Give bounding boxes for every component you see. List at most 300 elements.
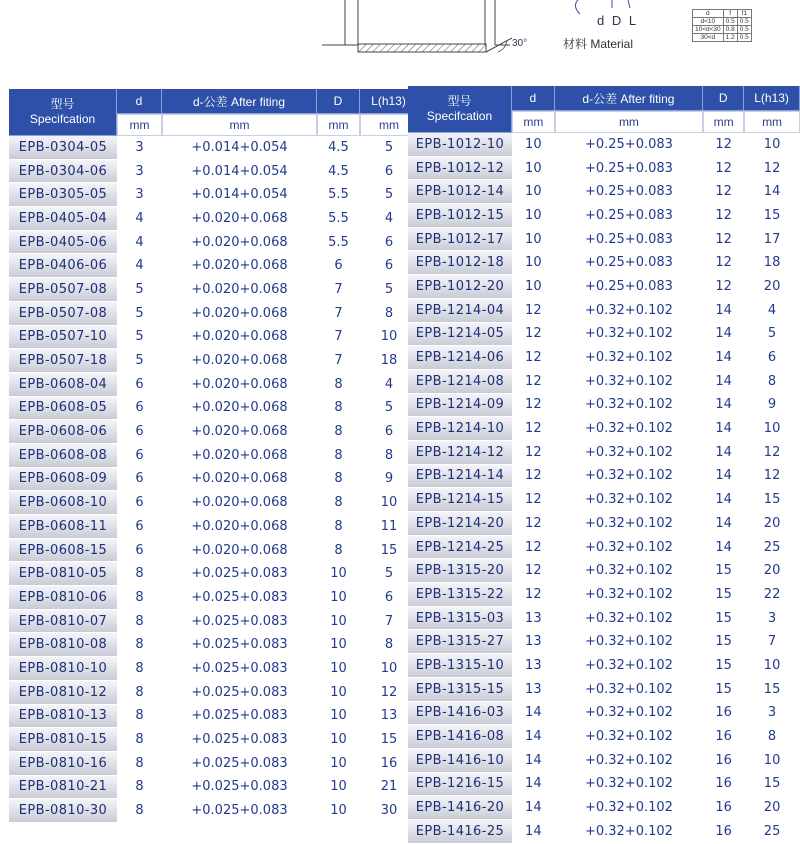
tolerance-cell: +0.020+0.068 (162, 254, 317, 278)
tolerance-cell: +0.32+0.102 (555, 512, 703, 536)
L-cell: 5 (744, 323, 800, 347)
L-cell: 20 (744, 559, 800, 583)
D-cell: 8 (317, 397, 360, 421)
d-cell: 12 (512, 394, 555, 418)
table-row (9, 586, 418, 610)
d-cell: 6 (117, 515, 162, 539)
D-cell: 7 (317, 326, 360, 350)
D-cell: 6 (317, 254, 360, 278)
tolerance-cell: +0.020+0.068 (162, 491, 317, 515)
d-cell: 8 (117, 681, 162, 705)
tolerance-cell: +0.020+0.068 (162, 302, 317, 326)
spec-cell: EPB-1315-22 (408, 583, 512, 607)
L-cell: 8 (360, 302, 418, 326)
L-cell: 15 (744, 488, 800, 512)
table-row (9, 136, 418, 160)
tolerance-header-cell: d (693, 10, 724, 18)
D-cell: 15 (703, 583, 744, 607)
tolerance-cell: +0.32+0.102 (555, 749, 703, 773)
L-cell: 10 (744, 417, 800, 441)
L-cell: 5 (360, 278, 418, 302)
D-cell: 10 (317, 681, 360, 705)
tolerance-header-cell: f (723, 10, 737, 18)
tolerance-cell: +0.025+0.083 (162, 586, 317, 610)
tolerance-cell: +0.32+0.102 (555, 417, 703, 441)
D-cell: 15 (703, 630, 744, 654)
D-cell: 14 (703, 417, 744, 441)
table-row (408, 394, 800, 418)
L-cell: 4 (744, 299, 800, 323)
table-row (9, 231, 418, 255)
spec-table-right (408, 86, 800, 844)
table-row (408, 370, 800, 394)
tolerance-cell: +0.014+0.054 (162, 136, 317, 160)
table-row (9, 302, 418, 326)
table-row (408, 536, 800, 560)
D-cell: 15 (703, 559, 744, 583)
d-cell: 14 (512, 820, 555, 844)
spec-cell: EPB-1214-12 (408, 441, 512, 465)
d-cell: 12 (512, 583, 555, 607)
D-cell: 5.5 (317, 183, 360, 207)
L-cell: 17 (744, 228, 800, 252)
table-row (9, 752, 418, 776)
table-row (408, 323, 800, 347)
table-row (9, 728, 418, 752)
d-cell: 5 (117, 302, 162, 326)
L-cell: 13 (360, 705, 418, 729)
spec-cell: EPB-1012-18 (408, 251, 512, 275)
table-row (408, 180, 800, 204)
tolerance-cell: +0.32+0.102 (555, 702, 703, 726)
unit-L: mm (360, 114, 418, 136)
L-cell: 3 (744, 702, 800, 726)
spec-cell: EPB-1315-15 (408, 678, 512, 702)
D-cell: 16 (703, 773, 744, 797)
d-cell: 10 (512, 251, 555, 275)
table-row (408, 275, 800, 299)
L-cell: 21 (360, 776, 418, 800)
d-cell: 3 (117, 183, 162, 207)
d-cell: 6 (117, 444, 162, 468)
D-cell: 10 (317, 633, 360, 657)
tolerance-cell: +0.025+0.083 (162, 705, 317, 729)
L-cell: 5 (360, 397, 418, 421)
tolerance-cell: 0.5 (723, 18, 737, 26)
table-row (408, 441, 800, 465)
L-cell: 30 (360, 799, 418, 823)
d-cell: 10 (512, 275, 555, 299)
L-cell: 4 (360, 207, 418, 231)
table-row (9, 633, 418, 657)
spec-cell: EPB-1214-25 (408, 536, 512, 560)
spec-cell: EPB-0810-07 (9, 610, 117, 634)
tolerance-cell: +0.32+0.102 (555, 583, 703, 607)
spec-cell: EPB-1214-15 (408, 488, 512, 512)
spec-cell: EPB-1214-08 (408, 370, 512, 394)
d-cell: 12 (512, 370, 555, 394)
D-cell: 14 (703, 441, 744, 465)
table-row (9, 444, 418, 468)
d-cell: 10 (512, 204, 555, 228)
table-row (408, 204, 800, 228)
D-cell: 14 (703, 370, 744, 394)
tolerance-row (693, 26, 752, 34)
D-cell: 10 (317, 705, 360, 729)
header-tolerance: d-公差 After fiting (555, 86, 703, 111)
material-label: 材料 Material (563, 37, 634, 51)
table-row (408, 583, 800, 607)
D-cell: 16 (703, 796, 744, 820)
d-cell: 13 (512, 630, 555, 654)
L-cell: 6 (360, 420, 418, 444)
D-cell: 16 (703, 820, 744, 844)
table-row (9, 349, 418, 373)
d-cell: 5 (117, 349, 162, 373)
spec-cell: EPB-1315-27 (408, 630, 512, 654)
spec-cell: EPB-1214-05 (408, 323, 512, 347)
tolerance-cell: +0.32+0.102 (555, 559, 703, 583)
L-cell: 10 (360, 657, 418, 681)
d-cell: 8 (117, 562, 162, 586)
D-cell: 16 (703, 725, 744, 749)
tolerance-cell: +0.025+0.083 (162, 610, 317, 634)
table-row (9, 562, 418, 586)
unit-D: mm (703, 111, 744, 133)
L-cell: 9 (360, 468, 418, 492)
d-cell: 8 (117, 657, 162, 681)
D-cell: 14 (703, 394, 744, 418)
tolerance-cell: d<10 (693, 18, 724, 26)
L-cell: 7 (360, 610, 418, 634)
table-row (408, 228, 800, 252)
tolerance-cell: +0.32+0.102 (555, 441, 703, 465)
tolerance-cell: +0.32+0.102 (555, 346, 703, 370)
D-cell: 10 (317, 799, 360, 823)
tolerance-cell: +0.25+0.083 (555, 133, 703, 157)
table-row (408, 157, 800, 181)
table-row (408, 488, 800, 512)
D-cell: 8 (317, 420, 360, 444)
L-cell: 12 (744, 465, 800, 489)
L-cell: 3 (744, 607, 800, 631)
tolerance-cell: +0.32+0.102 (555, 630, 703, 654)
table-row (408, 654, 800, 678)
table-row (9, 160, 418, 184)
L-cell: 6 (360, 160, 418, 184)
spec-cell: EPB-0608-04 (9, 373, 117, 397)
D-cell: 8 (317, 373, 360, 397)
table-row (9, 681, 418, 705)
D-cell: 12 (703, 157, 744, 181)
L-cell: 8 (360, 444, 418, 468)
tolerance-cell: +0.025+0.083 (162, 776, 317, 800)
spec-cell: EPB-1315-10 (408, 654, 512, 678)
d-cell: 3 (117, 136, 162, 160)
L-cell: 6 (360, 254, 418, 278)
tolerance-cell: +0.025+0.083 (162, 633, 317, 657)
D-cell: 7 (317, 349, 360, 373)
tolerance-cell: +0.32+0.102 (555, 370, 703, 394)
D-cell: 10 (317, 657, 360, 681)
L-cell: 12 (744, 157, 800, 181)
tolerance-cell: +0.020+0.068 (162, 326, 317, 350)
table-row (9, 373, 418, 397)
d-cell: 12 (512, 465, 555, 489)
unit-tolerance: mm (555, 111, 703, 133)
header-specification: 型号 Specifcation (408, 86, 512, 133)
tolerance-cell: +0.32+0.102 (555, 678, 703, 702)
L-cell: 18 (360, 349, 418, 373)
D-cell: 5.5 (317, 207, 360, 231)
table-row (9, 515, 418, 539)
L-cell: 16 (360, 752, 418, 776)
d-cell: 12 (512, 512, 555, 536)
table-row (9, 326, 418, 350)
tolerance-cell: +0.020+0.068 (162, 349, 317, 373)
tolerance-cell: +0.020+0.068 (162, 539, 317, 563)
D-cell: 15 (703, 654, 744, 678)
L-cell: 10 (360, 491, 418, 515)
header-d: d (512, 86, 555, 111)
d-cell: 8 (117, 776, 162, 800)
L-cell: 10 (744, 654, 800, 678)
L-cell: 7 (744, 630, 800, 654)
table-row (9, 278, 418, 302)
spec-cell: EPB-0608-05 (9, 397, 117, 421)
d-cell: 5 (117, 278, 162, 302)
spec-cell: EPB-0810-13 (9, 705, 117, 729)
L-cell: 8 (744, 370, 800, 394)
tolerance-cell: +0.32+0.102 (555, 796, 703, 820)
L-cell: 5 (360, 136, 418, 160)
spec-cell: EPB-0305-05 (9, 183, 117, 207)
table-row (9, 183, 418, 207)
d-cell: 12 (512, 536, 555, 560)
tolerance-cell: 0.5 (737, 34, 751, 42)
spec-cell: EPB-1214-09 (408, 394, 512, 418)
D-cell: 14 (703, 488, 744, 512)
d-cell: 12 (512, 488, 555, 512)
tolerance-cell: +0.32+0.102 (555, 820, 703, 844)
tolerance-cell: +0.020+0.068 (162, 397, 317, 421)
tolerance-cell: +0.020+0.068 (162, 231, 317, 255)
d-cell: 6 (117, 373, 162, 397)
D-cell: 14 (703, 323, 744, 347)
D-cell: 12 (703, 133, 744, 157)
D-cell: 14 (703, 536, 744, 560)
L-cell: 20 (744, 796, 800, 820)
spec-cell: EPB-0810-08 (9, 633, 117, 657)
D-cell: 16 (703, 702, 744, 726)
tolerance-cell: 30<d (693, 34, 724, 42)
table-row (408, 749, 800, 773)
table-row (408, 702, 800, 726)
tolerance-cell: +0.014+0.054 (162, 183, 317, 207)
d-cell: 8 (117, 586, 162, 610)
D-cell: 4.5 (317, 160, 360, 184)
d-cell: 5 (117, 326, 162, 350)
spec-cell: EPB-0810-16 (9, 752, 117, 776)
D-cell: 12 (703, 228, 744, 252)
table-row (9, 468, 418, 492)
d-cell: 8 (117, 705, 162, 729)
D-cell: 4.5 (317, 136, 360, 160)
spec-cell: EPB-0304-05 (9, 136, 117, 160)
D-cell: 7 (317, 302, 360, 326)
d-cell: 6 (117, 491, 162, 515)
spec-cell: EPB-0507-10 (9, 326, 117, 350)
table-row (9, 799, 418, 823)
spec-cell: EPB-0608-15 (9, 539, 117, 563)
L-cell: 8 (360, 633, 418, 657)
d-cell: 12 (512, 559, 555, 583)
d-cell: 6 (117, 539, 162, 563)
spec-cell: EPB-1012-10 (408, 133, 512, 157)
L-cell: 25 (744, 536, 800, 560)
D-cell: 12 (703, 204, 744, 228)
D-cell: 15 (703, 607, 744, 631)
d-cell: 13 (512, 678, 555, 702)
spec-cell: EPB-0608-10 (9, 491, 117, 515)
d-cell: 4 (117, 207, 162, 231)
L-cell: 18 (744, 251, 800, 275)
d-cell: 10 (512, 157, 555, 181)
tolerance-cell: +0.32+0.102 (555, 323, 703, 347)
D-cell: 10 (317, 610, 360, 634)
D-cell: 8 (317, 491, 360, 515)
spec-cell: EPB-0810-15 (9, 728, 117, 752)
header-D: D (703, 86, 744, 111)
tolerance-cell: 1.2 (723, 34, 737, 42)
table-row (408, 773, 800, 797)
tolerance-cell: +0.020+0.068 (162, 515, 317, 539)
L-cell: 10 (744, 133, 800, 157)
spec-cell: EPB-1214-06 (408, 346, 512, 370)
table-row (408, 607, 800, 631)
d-cell: 14 (512, 702, 555, 726)
D-cell: 10 (317, 586, 360, 610)
L-cell: 15 (744, 773, 800, 797)
spec-cell: EPB-0810-30 (9, 799, 117, 823)
spec-cell: EPB-1214-10 (408, 417, 512, 441)
header-tolerance: d-公差 After fiting (162, 89, 317, 114)
tolerance-cell: +0.25+0.083 (555, 251, 703, 275)
angle-label: 30° (512, 38, 528, 49)
spec-cell: EPB-0405-04 (9, 207, 117, 231)
d-cell: 8 (117, 610, 162, 634)
d-cell: 8 (117, 728, 162, 752)
tolerance-cell: 10<d<30 (693, 26, 724, 34)
unit-L: mm (744, 111, 800, 133)
table-row (9, 491, 418, 515)
unit-d: mm (512, 111, 555, 133)
unit-tolerance: mm (162, 114, 317, 136)
d-cell: 10 (512, 228, 555, 252)
d-cell: 14 (512, 725, 555, 749)
spec-cell: EPB-1214-14 (408, 465, 512, 489)
spec-cell: EPB-1012-12 (408, 157, 512, 181)
L-cell: 4 (360, 373, 418, 397)
L-cell: 12 (744, 441, 800, 465)
table-row (9, 420, 418, 444)
table-row (408, 251, 800, 275)
spec-cell: EPB-0608-06 (9, 420, 117, 444)
spec-cell: EPB-0608-08 (9, 444, 117, 468)
table-row (408, 512, 800, 536)
table-row (9, 254, 418, 278)
header-D: D (317, 89, 360, 114)
L-cell: 5 (360, 562, 418, 586)
table-row (408, 820, 800, 844)
tolerance-cell: +0.025+0.083 (162, 752, 317, 776)
L-cell: 15 (744, 678, 800, 702)
d-cell: 13 (512, 654, 555, 678)
header-L: L(h13) (360, 89, 418, 114)
spec-cell: EPB-0304-06 (9, 160, 117, 184)
L-cell: 12 (360, 681, 418, 705)
d-cell: 10 (512, 133, 555, 157)
spec-cell: EPB-1012-17 (408, 228, 512, 252)
L-cell: 15 (360, 539, 418, 563)
spec-cell: EPB-1416-10 (408, 749, 512, 773)
dimension-labels: d D L (597, 13, 639, 28)
spec-cell: EPB-0507-08 (9, 278, 117, 302)
D-cell: 10 (317, 752, 360, 776)
tolerance-cell: +0.025+0.083 (162, 562, 317, 586)
L-cell: 15 (744, 204, 800, 228)
spec-cell: EPB-0810-21 (9, 776, 117, 800)
tolerance-cell: +0.25+0.083 (555, 157, 703, 181)
spec-cell: EPB-0507-08 (9, 302, 117, 326)
d-cell: 10 (512, 180, 555, 204)
d-cell: 12 (512, 323, 555, 347)
tolerance-cell: +0.32+0.102 (555, 654, 703, 678)
table-row (408, 465, 800, 489)
table-row (408, 417, 800, 441)
tolerance-cell: +0.025+0.083 (162, 728, 317, 752)
tolerance-table (692, 9, 752, 42)
spec-cell: EPB-0507-18 (9, 349, 117, 373)
d-cell: 8 (117, 752, 162, 776)
L-cell: 20 (744, 512, 800, 536)
L-cell: 10 (360, 326, 418, 350)
D-cell: 14 (703, 346, 744, 370)
D-cell: 8 (317, 515, 360, 539)
tolerance-cell: +0.32+0.102 (555, 725, 703, 749)
tolerance-cell: +0.020+0.068 (162, 444, 317, 468)
tolerance-cell: +0.32+0.102 (555, 536, 703, 560)
tolerance-row (693, 34, 752, 42)
table-row (9, 610, 418, 634)
tolerance-cell: +0.020+0.068 (162, 278, 317, 302)
tolerance-cell: +0.25+0.083 (555, 228, 703, 252)
D-cell: 10 (317, 728, 360, 752)
d-cell: 12 (512, 299, 555, 323)
spec-cell: EPB-1416-25 (408, 820, 512, 844)
tolerance-cell: +0.32+0.102 (555, 607, 703, 631)
d-cell: 12 (512, 346, 555, 370)
tolerance-cell: +0.32+0.102 (555, 299, 703, 323)
spec-cell: EPB-1416-20 (408, 796, 512, 820)
spec-cell: EPB-1214-04 (408, 299, 512, 323)
d-cell: 6 (117, 468, 162, 492)
L-cell: 15 (360, 728, 418, 752)
tolerance-cell: +0.25+0.083 (555, 275, 703, 299)
L-cell: 5 (360, 183, 418, 207)
d-cell: 4 (117, 254, 162, 278)
L-cell: 6 (360, 586, 418, 610)
